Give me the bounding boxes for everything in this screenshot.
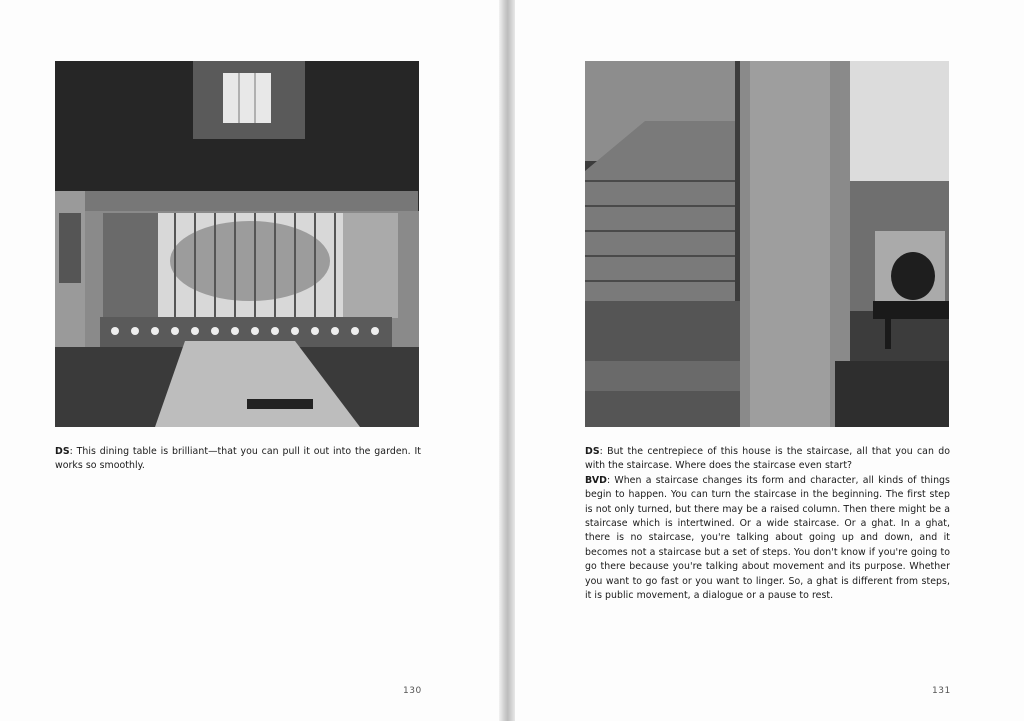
dialogue-text: : When a staircase changes its form and character, all kinds of things begin to happen. You can turn the staircase in the beginning. The first step is not only turned, but there may be a raised column. Then there might be a staircase which is intertwined. Or a wide staircase. Or a ghat. In a ghat, there is no staircase, you're talking about going up and down, and it becomes not a staircase but a set of steps. You don't know if you're going to go there because you're talking about movement and its purpose. Whether you want to go fast or you want to linger. So, a ghat is different from steps, it is public movement, a dialogue or a pause to rest. (585, 474, 950, 602)
speaker-label: DS (55, 446, 70, 457)
speaker-label: BVD (585, 474, 607, 486)
speaker-label: DS (585, 446, 600, 457)
right-page-text (585, 445, 950, 603)
staircase-photo (585, 61, 949, 427)
dialogue-paragraph (585, 474, 950, 604)
dialogue-text: : This dining table is brilliant—that you can pull it out into the garden. It works so smoothly. (55, 446, 421, 472)
dialogue-paragraph (55, 445, 421, 474)
dining-room-photo (55, 61, 419, 427)
dialogue-paragraph (585, 445, 950, 474)
page-number-right: 131 (932, 686, 951, 696)
left-page-text (55, 445, 421, 474)
page-number-left: 130 (403, 686, 422, 696)
book-gutter (499, 0, 515, 721)
dialogue-text: : But the centrepiece of this house is the staircase, all that you can do with the staircase. Where does the staircase even start? (585, 446, 950, 472)
